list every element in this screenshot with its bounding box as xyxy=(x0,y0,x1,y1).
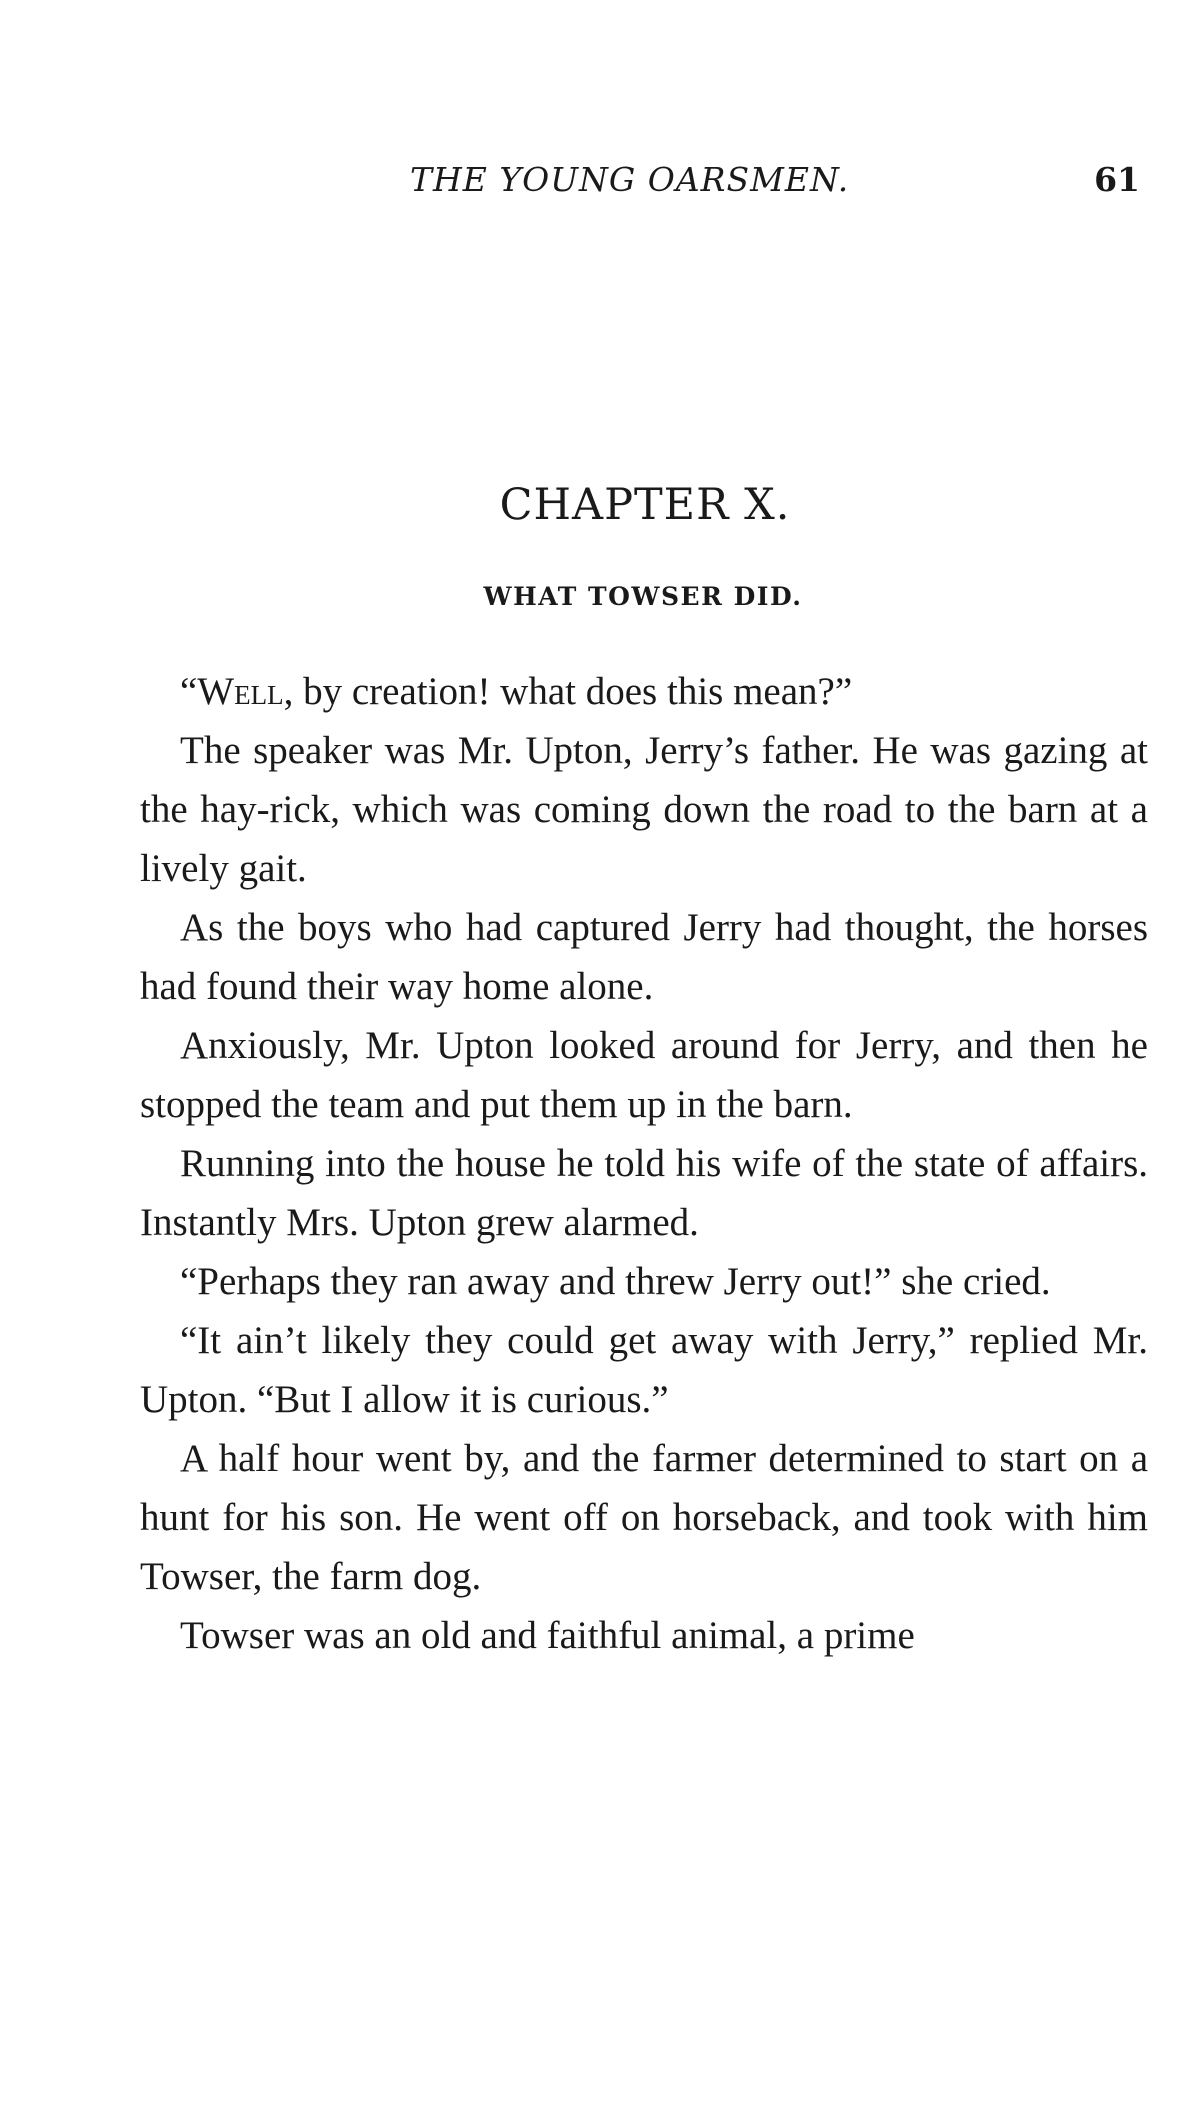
paragraph: Anxiously, Mr. Upton looked around for Jerry, and then he stopped the team and put them up in the barn. xyxy=(140,1024,1148,1126)
paragraph: “It ain’t likely they could get away with Jerry,” replied Mr. Upton. “But I allow it is curious.” xyxy=(140,1319,1148,1421)
paragraph: As the boys who had captured Jerry had thought, the horses had found their way home alone. xyxy=(140,906,1148,1008)
running-title: THE YOUNG OARSMEN. xyxy=(410,160,850,199)
paragraph: The speaker was Mr. Upton, Jerry’s father. He was gazing at the hay-rick, which was coming down the road to the barn at a lively gait. xyxy=(140,729,1148,890)
paragraph: Running into the house he told his wife of the state of affairs. Instantly Mrs. Upton grew alarmed. xyxy=(140,1142,1148,1244)
running-head xyxy=(0,160,1198,210)
paragraph xyxy=(140,662,1148,721)
paragraph: Towser was an old and faithful animal, a prime xyxy=(180,1614,915,1657)
paragraph-lead: “Well, xyxy=(180,670,294,713)
chapter-title: CHAPTER X. xyxy=(499,480,791,530)
paragraph: A half hour went by, and the farmer determined to start on a hunt for his son. He went off on horseback, and took with him Towser, the farm dog. xyxy=(140,1437,1148,1598)
page-number: 61 xyxy=(1094,160,1140,199)
chapter-subtitle: WHAT TOWSER DID. xyxy=(483,582,803,611)
body-text xyxy=(140,662,1148,1665)
paragraph-rest: by creation! what does this mean?” xyxy=(293,670,853,713)
paragraph: “Perhaps they ran away and threw Jerry out!” she cried. xyxy=(180,1260,1051,1303)
